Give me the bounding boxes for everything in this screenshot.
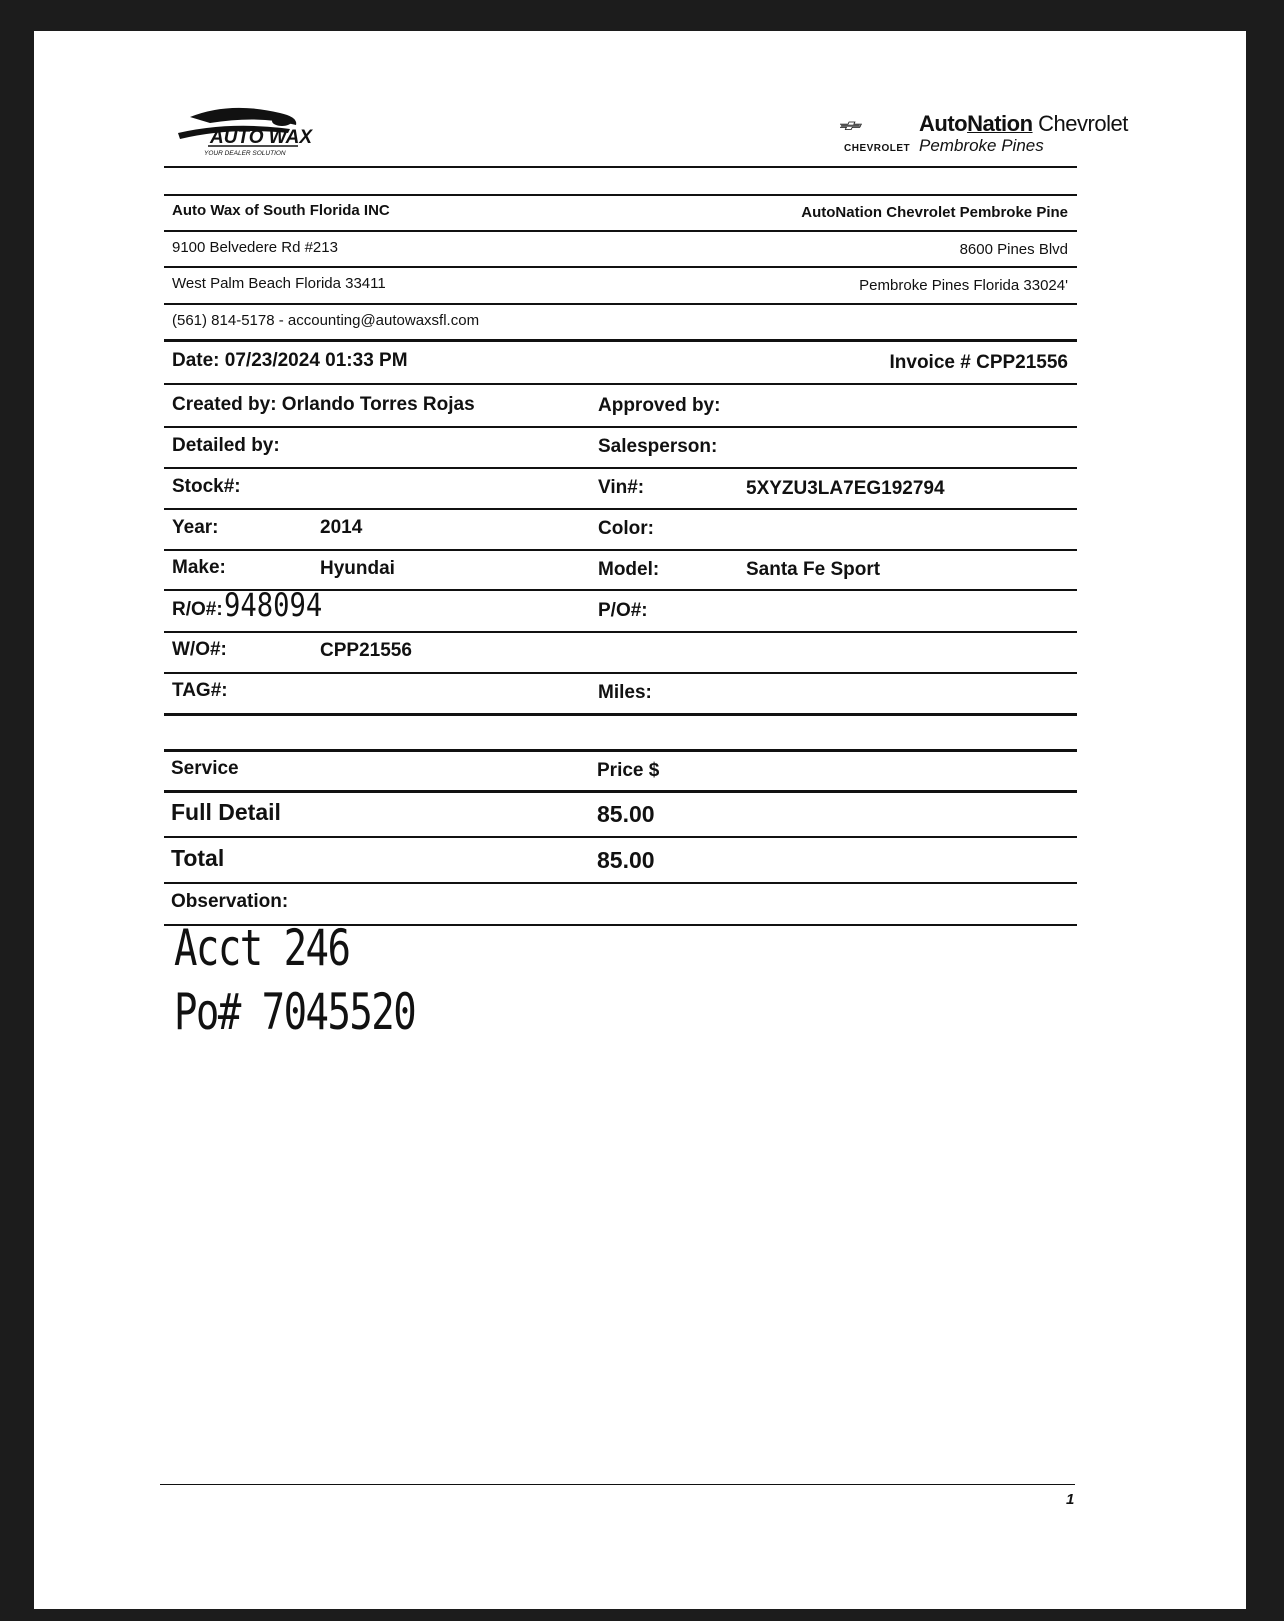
- ro-label: R/O#:: [172, 599, 223, 620]
- invoice-page: [34, 31, 1246, 1609]
- created-by: Created by: Orlando Torres Rojas: [172, 394, 475, 415]
- autonation-logo: [919, 111, 1128, 137]
- make-value: Hyundai: [320, 558, 395, 579]
- vendor-name: Auto Wax of South Florida INC: [172, 202, 390, 219]
- dealer-name: AutoNation Chevrolet Pembroke Pine: [801, 204, 1068, 221]
- rule: [164, 303, 1077, 305]
- rule: [164, 508, 1077, 510]
- observation-label: Observation:: [171, 891, 289, 912]
- invoice-date: Date: 07/23/2024 01:33 PM: [172, 350, 408, 371]
- po-label: P/O#:: [598, 600, 648, 621]
- vendor-address2: West Palm Beach Florida 33411: [172, 275, 386, 292]
- autowax-logo: [170, 99, 320, 161]
- rule: [164, 790, 1077, 793]
- service-row-name: Full Detail: [171, 799, 281, 825]
- rule: [164, 383, 1077, 385]
- total-value: 85.00: [597, 847, 655, 873]
- ro-handwritten: 948094: [224, 586, 323, 624]
- model-label: Model:: [598, 559, 660, 580]
- chevrolet-bowtie-icon: [840, 111, 920, 141]
- autonation-location: Pembroke Pines: [919, 136, 1044, 155]
- autonation-mid: Nation: [967, 111, 1033, 136]
- autonation-prefix: Auto: [919, 111, 968, 136]
- handwritten-note-po: Po# 7045520: [174, 983, 416, 1041]
- rule: [164, 426, 1077, 428]
- autowax-tagline: YOUR DEALER SOLUTION: [204, 150, 286, 157]
- rule: [164, 631, 1077, 633]
- rule: [164, 230, 1077, 232]
- year-value: 2014: [320, 517, 363, 538]
- rule: [164, 713, 1077, 716]
- rule: [164, 166, 1077, 168]
- page-number: 1: [1066, 1491, 1075, 1508]
- vendor-contact: (561) 814-5178 - accounting@autowaxsfl.com: [172, 312, 480, 329]
- detailed-by-label: Detailed by:: [172, 435, 280, 456]
- rule: [164, 467, 1077, 469]
- miles-label: Miles:: [598, 682, 652, 703]
- color-label: Color:: [598, 518, 654, 539]
- rule: [164, 882, 1077, 884]
- total-label: Total: [171, 845, 225, 871]
- salesperson-label: Salesperson:: [598, 436, 718, 457]
- model-value: Santa Fe Sport: [746, 559, 881, 580]
- year-label: Year:: [172, 517, 219, 538]
- handwritten-note-account: Acct 246: [174, 919, 350, 977]
- tag-label: TAG#:: [172, 680, 228, 701]
- rule: [164, 749, 1077, 752]
- price-header: Price $: [597, 760, 660, 781]
- autowax-logo-text: AUTO WAX: [210, 127, 313, 148]
- wo-label: W/O#:: [172, 639, 227, 660]
- wo-value: CPP21556: [320, 640, 412, 661]
- make-label: Make:: [172, 557, 226, 578]
- footer-rule: [160, 1484, 1075, 1485]
- autonation-suffix: Chevrolet: [1032, 111, 1128, 136]
- rule: [164, 836, 1077, 838]
- invoice-number: Invoice # CPP21556: [889, 352, 1068, 373]
- rule: [164, 339, 1077, 342]
- service-header: Service: [171, 758, 239, 779]
- vin-label: Vin#:: [598, 477, 645, 498]
- rule: [164, 549, 1077, 551]
- dealer-address2: Pembroke Pines Florida 33024': [859, 277, 1068, 294]
- chevrolet-wordmark: CHEVROLET: [844, 143, 911, 154]
- vin-value: 5XYZU3LA7EG192794: [746, 478, 945, 499]
- vendor-address1: 9100 Belvedere Rd #213: [172, 239, 338, 256]
- rule: [164, 194, 1077, 196]
- rule: [164, 266, 1077, 268]
- dealer-address1: 8600 Pines Blvd: [959, 241, 1068, 258]
- approved-by-label: Approved by:: [598, 395, 721, 416]
- stock-label: Stock#:: [172, 476, 241, 497]
- service-row-price: 85.00: [597, 801, 655, 827]
- rule: [164, 672, 1077, 674]
